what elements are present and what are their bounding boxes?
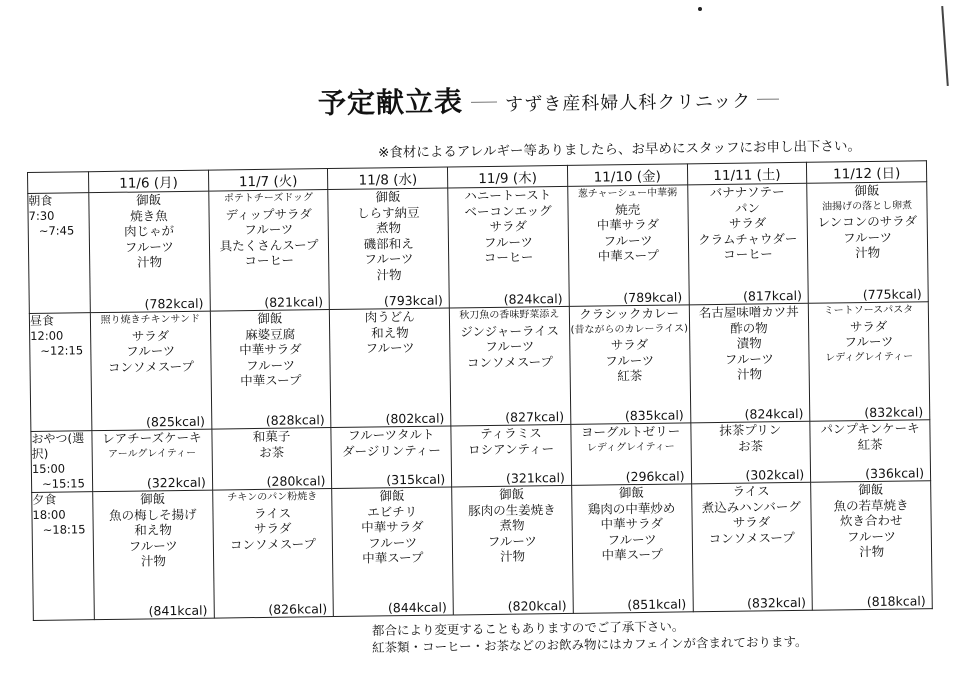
meal-end: ~18:15 bbox=[42, 522, 86, 537]
meal-time: 7:30 bbox=[28, 208, 55, 223]
menu-item: 炊き合わせ bbox=[839, 512, 903, 529]
menu-item: フルーツ bbox=[364, 250, 414, 267]
menu-cell bbox=[571, 484, 692, 614]
menu-item: コンソメスープ bbox=[708, 529, 795, 546]
menu-item: フルーツ bbox=[607, 531, 657, 547]
menu-item: 御飯 bbox=[499, 486, 525, 502]
calorie-value: (821kcal) bbox=[264, 293, 324, 310]
menu-item: エビチリ bbox=[367, 503, 418, 520]
menu-item: ジンジャーライス bbox=[460, 322, 559, 339]
menu-item: サラダ bbox=[732, 514, 771, 530]
menu-cell bbox=[569, 305, 690, 425]
menu-item: ティラミス bbox=[480, 425, 542, 442]
calorie-value: (851kcal) bbox=[627, 595, 687, 612]
calorie-value: (782kcal) bbox=[144, 295, 204, 311]
menu-item: 磯部和え bbox=[363, 235, 414, 252]
menu-item: フルーツ bbox=[244, 221, 294, 238]
menu-item: フルーツ bbox=[128, 537, 178, 554]
menu-item: お茶 bbox=[737, 437, 764, 454]
menu-item: 中華サラダ bbox=[596, 216, 660, 233]
menu-cell bbox=[807, 182, 928, 304]
meal-end: ~12:15 bbox=[40, 343, 84, 358]
menu-item: パンプキンケーキ bbox=[820, 420, 920, 437]
menu-item: 油揚げの落とし卵煮 bbox=[822, 199, 913, 213]
menu-item: レディグレイティー bbox=[586, 441, 675, 454]
menu-item: 汁物 bbox=[376, 266, 402, 282]
menu-item: 汁物 bbox=[499, 548, 526, 564]
day-header: 11/7 (火) bbox=[208, 169, 328, 192]
footer-notes bbox=[372, 616, 808, 656]
menu-cell bbox=[212, 428, 332, 491]
menu-item: 肉うどん bbox=[364, 308, 415, 325]
calorie-value: (832kcal) bbox=[864, 403, 924, 420]
menu-item: 具たくさんスープ bbox=[219, 236, 319, 253]
menu-item: 御飯 bbox=[618, 484, 645, 501]
menu-item: 魚の梅しそ揚げ bbox=[108, 506, 197, 523]
menu-cell bbox=[449, 306, 570, 426]
calorie-value: (828kcal) bbox=[265, 411, 325, 428]
calorie-value: (321kcal) bbox=[505, 469, 565, 486]
menu-item: フルーツ bbox=[605, 352, 655, 368]
meal-label bbox=[31, 431, 93, 493]
menu-cell bbox=[571, 423, 691, 486]
menu-item: 中華サラダ bbox=[239, 341, 302, 358]
menu-item: ライス bbox=[253, 505, 292, 521]
meal-label bbox=[29, 313, 92, 432]
calorie-value: (818kcal) bbox=[866, 592, 926, 609]
menu-item: ヨーグルトゼリー bbox=[580, 423, 681, 440]
menu-item: 御飯 bbox=[375, 189, 401, 205]
menu-cell bbox=[89, 191, 210, 313]
menu-item: バナナソテー bbox=[709, 184, 785, 201]
meal-end: ~7:45 bbox=[38, 223, 75, 238]
menu-item: 中華スープ bbox=[240, 372, 302, 389]
menu-item: 中華サラダ bbox=[600, 515, 664, 532]
menu-item: フルーツ bbox=[126, 343, 176, 359]
menu-item: 照り焼きチキンサンド bbox=[100, 313, 201, 327]
page-title: 予定献立表 bbox=[317, 84, 464, 120]
menu-item: 御飯 bbox=[140, 491, 166, 507]
menu-item: 漬物 bbox=[736, 335, 762, 351]
day-header: 11/10 (金) bbox=[567, 164, 687, 187]
speck-mark bbox=[698, 7, 702, 11]
menu-item: 紅茶 bbox=[617, 367, 643, 384]
title-row bbox=[318, 76, 780, 122]
menu-item: 汁物 bbox=[859, 543, 885, 560]
menu-cell bbox=[93, 490, 214, 620]
calorie-value: (827kcal) bbox=[505, 408, 565, 425]
menu-cell bbox=[809, 302, 930, 422]
day-header: 11/11 (土) bbox=[687, 162, 807, 185]
menu-cell bbox=[330, 308, 451, 428]
meal-row bbox=[29, 302, 929, 432]
menu-item: フルーツ bbox=[124, 238, 174, 255]
calorie-value: (802kcal) bbox=[385, 410, 445, 426]
menu-item: 御飯 bbox=[858, 481, 884, 498]
menu-item: しらす納豆 bbox=[356, 204, 420, 221]
menu-item: アールグレイティー bbox=[107, 447, 197, 460]
menu-item: コンソメスープ bbox=[466, 353, 554, 370]
menu-cell bbox=[452, 485, 573, 615]
menu-cell bbox=[451, 424, 571, 487]
menu-item: 和菓子 bbox=[252, 428, 291, 445]
menu-item: ロシアンティー bbox=[468, 440, 555, 457]
menu-table bbox=[27, 160, 933, 621]
menu-item: パン bbox=[734, 199, 760, 216]
calorie-value: (826kcal) bbox=[268, 600, 328, 617]
menu-cell bbox=[690, 421, 810, 484]
menu-cell bbox=[210, 310, 331, 430]
title-dash-trailing bbox=[757, 99, 779, 100]
menu-item: サラダ bbox=[489, 218, 528, 234]
menu-item: フルーツ bbox=[365, 339, 415, 356]
menu-item: 中華スープ bbox=[601, 546, 663, 563]
menu-item: フルーツ bbox=[487, 532, 537, 549]
meal-name: 夕食 bbox=[32, 492, 57, 507]
allergy-note: ※食材によるアレルギー等ありましたら、お早めにスタッフにお申し出下さい。 bbox=[377, 138, 862, 161]
menu-cell bbox=[332, 487, 453, 617]
day-header: 11/12 (日) bbox=[807, 161, 927, 184]
menu-cell bbox=[448, 186, 569, 308]
menu-cell bbox=[691, 482, 812, 612]
day-header: 11/9 (木) bbox=[448, 165, 568, 188]
calorie-value: (336kcal) bbox=[865, 464, 925, 481]
calorie-value: (793kcal) bbox=[383, 292, 443, 308]
menu-item: 汁物 bbox=[736, 366, 763, 382]
menu-item: 焼売 bbox=[615, 201, 641, 217]
meal-time: 15:00 bbox=[31, 461, 66, 476]
menu-item: フルーツ bbox=[368, 534, 418, 551]
clinic-name: すずき産科婦人科クリニック bbox=[504, 90, 752, 116]
menu-item: レンコンのサラダ bbox=[817, 213, 918, 230]
menu-item: お茶 bbox=[259, 444, 285, 460]
menu-item: 和え物 bbox=[371, 324, 409, 341]
menu-item: サラダ bbox=[131, 327, 170, 344]
menu-item: フルーツ bbox=[485, 338, 535, 355]
menu-item: クラシックカレー bbox=[579, 305, 680, 322]
menu-cell bbox=[687, 183, 808, 305]
menu-cell bbox=[568, 185, 689, 307]
meal-time: 12:00 bbox=[30, 328, 64, 343]
meal-name: おやつ(選択) bbox=[31, 431, 85, 461]
menu-item: 和え物 bbox=[134, 522, 172, 538]
meal-label bbox=[32, 492, 95, 621]
menu-item: ハニートースト bbox=[464, 187, 552, 204]
menu-item: 中華スープ bbox=[597, 247, 660, 264]
menu-body bbox=[28, 182, 933, 621]
day-header: 11/8 (水) bbox=[328, 167, 448, 190]
menu-cell bbox=[810, 420, 931, 483]
menu-item: フルーツ bbox=[842, 229, 893, 245]
menu-item: ポテトチーズドッグ bbox=[223, 192, 314, 205]
menu-item: フルーツ bbox=[603, 232, 653, 248]
menu-item: コーヒー bbox=[244, 252, 295, 269]
calorie-value: (825kcal) bbox=[146, 413, 206, 429]
meal-row bbox=[32, 481, 933, 621]
menu-item: 汁物 bbox=[140, 553, 167, 569]
menu-item: コーヒー bbox=[483, 249, 534, 266]
meal-name: 昼食 bbox=[29, 313, 55, 328]
menu-item: 肉じゃが bbox=[124, 223, 175, 239]
menu-item: 汁物 bbox=[855, 244, 881, 261]
calorie-value: (817kcal) bbox=[742, 287, 802, 304]
calorie-value: (832kcal) bbox=[746, 594, 807, 611]
menu-item: 御飯 bbox=[379, 488, 405, 504]
menu-item: フルーツ bbox=[724, 350, 774, 367]
menu-cell bbox=[811, 481, 932, 611]
day-header: 11/6 (月) bbox=[89, 170, 209, 193]
calorie-value: (824kcal) bbox=[503, 290, 563, 307]
menu-item: フルーツタルト bbox=[347, 426, 435, 443]
menu-item: ベーコンエッグ bbox=[464, 202, 552, 219]
calorie-value: (824kcal) bbox=[744, 405, 804, 422]
menu-item: 御飯 bbox=[854, 182, 880, 199]
menu-cell bbox=[208, 190, 329, 312]
menu-item: 汁物 bbox=[136, 254, 163, 270]
menu-item: ライス bbox=[732, 483, 770, 499]
menu-item: (昔ながらのカレーライス) bbox=[570, 322, 689, 336]
menu-item: チキンのパン粉焼き bbox=[227, 491, 318, 504]
title-dash bbox=[471, 102, 497, 103]
calorie-value: (322kcal) bbox=[146, 474, 206, 490]
calorie-value: (302kcal) bbox=[745, 466, 805, 483]
menu-cell bbox=[90, 311, 211, 431]
menu-item: 煮物 bbox=[375, 220, 402, 236]
menu-item: 麻婆豆腐 bbox=[245, 326, 296, 342]
menu-item: 御飯 bbox=[257, 310, 283, 326]
meal-row bbox=[28, 182, 928, 314]
menu-item: 葱チャーシュー中華粥 bbox=[577, 187, 678, 200]
menu-item: サラダ bbox=[610, 336, 649, 353]
calorie-value: (789kcal) bbox=[623, 288, 683, 305]
calorie-value: (775kcal) bbox=[862, 285, 922, 302]
menu-item: フルーツ bbox=[844, 333, 894, 350]
menu-item: 抹茶プリン bbox=[719, 422, 782, 438]
menu-item: 豚肉の生姜焼き bbox=[468, 501, 556, 518]
menu-item: コーヒー bbox=[723, 246, 773, 262]
menu-item: 中華サラダ bbox=[361, 518, 424, 535]
menu-item: クラムチャウダー bbox=[698, 230, 798, 247]
menu-item: レディグレイティー bbox=[825, 350, 914, 364]
footer-note-change: 都合により変更することもありますのでご了承下さい。 bbox=[371, 618, 685, 639]
calorie-value: (296kcal) bbox=[625, 467, 685, 484]
corner-cell bbox=[28, 172, 89, 194]
menu-item: ミートソースパスタ bbox=[823, 304, 914, 317]
menu-cell bbox=[328, 188, 449, 310]
menu-table-wrap bbox=[27, 160, 933, 618]
menu-item: 魚の若草焼き bbox=[833, 496, 909, 513]
meal-label bbox=[28, 193, 91, 314]
calorie-value: (841kcal) bbox=[148, 602, 208, 618]
meal-time: 18:00 bbox=[32, 507, 66, 522]
meal-end: ~15:15 bbox=[41, 476, 85, 491]
footer-note-caffeine: 紅茶類・コーヒー・お茶などのお飲み物にはカフェインが含まれております。 bbox=[372, 633, 808, 655]
menu-item: 中華スープ bbox=[362, 549, 424, 566]
menu-item: 鶏肉の中華炒め bbox=[587, 500, 676, 517]
menu-item: サラダ bbox=[253, 520, 292, 537]
menu-cell bbox=[92, 429, 212, 492]
menu-item: 煮物 bbox=[499, 517, 525, 533]
menu-cell bbox=[689, 303, 810, 423]
menu-item: コンソメスープ bbox=[107, 358, 195, 375]
menu-item: コンソメスープ bbox=[229, 535, 317, 552]
menu-item: 名古屋味噌カツ丼 bbox=[698, 303, 799, 321]
menu-item: ダージリンティー bbox=[341, 442, 441, 459]
calorie-value: (835kcal) bbox=[624, 406, 684, 423]
menu-cell bbox=[331, 426, 451, 489]
calorie-value: (844kcal) bbox=[387, 599, 447, 615]
menu-item: サラダ bbox=[849, 318, 888, 334]
menu-item: 御飯 bbox=[136, 192, 162, 208]
menu-item: 煮込みハンバーグ bbox=[701, 498, 801, 515]
menu-item: レアチーズケーキ bbox=[102, 429, 202, 447]
menu-item: 秋刀魚の香味野菜添え bbox=[459, 309, 560, 322]
menu-item: 酢の物 bbox=[730, 319, 768, 336]
menu-item: フルーツ bbox=[245, 357, 296, 373]
menu-item: サラダ bbox=[728, 215, 767, 231]
meal-name: 朝食 bbox=[28, 193, 53, 208]
calorie-value: (315kcal) bbox=[386, 471, 446, 487]
menu-item: 紅茶 bbox=[857, 436, 883, 452]
menu-item: 焼き魚 bbox=[130, 207, 168, 224]
menu-item: ディップサラダ bbox=[225, 205, 312, 222]
menu-item: フルーツ bbox=[846, 528, 897, 544]
menu-item: フルーツ bbox=[483, 233, 534, 250]
calorie-value: (820kcal) bbox=[507, 597, 567, 614]
menu-cell bbox=[212, 489, 333, 619]
calorie-value: (280kcal) bbox=[266, 472, 326, 489]
page-edge-line bbox=[941, 6, 949, 86]
